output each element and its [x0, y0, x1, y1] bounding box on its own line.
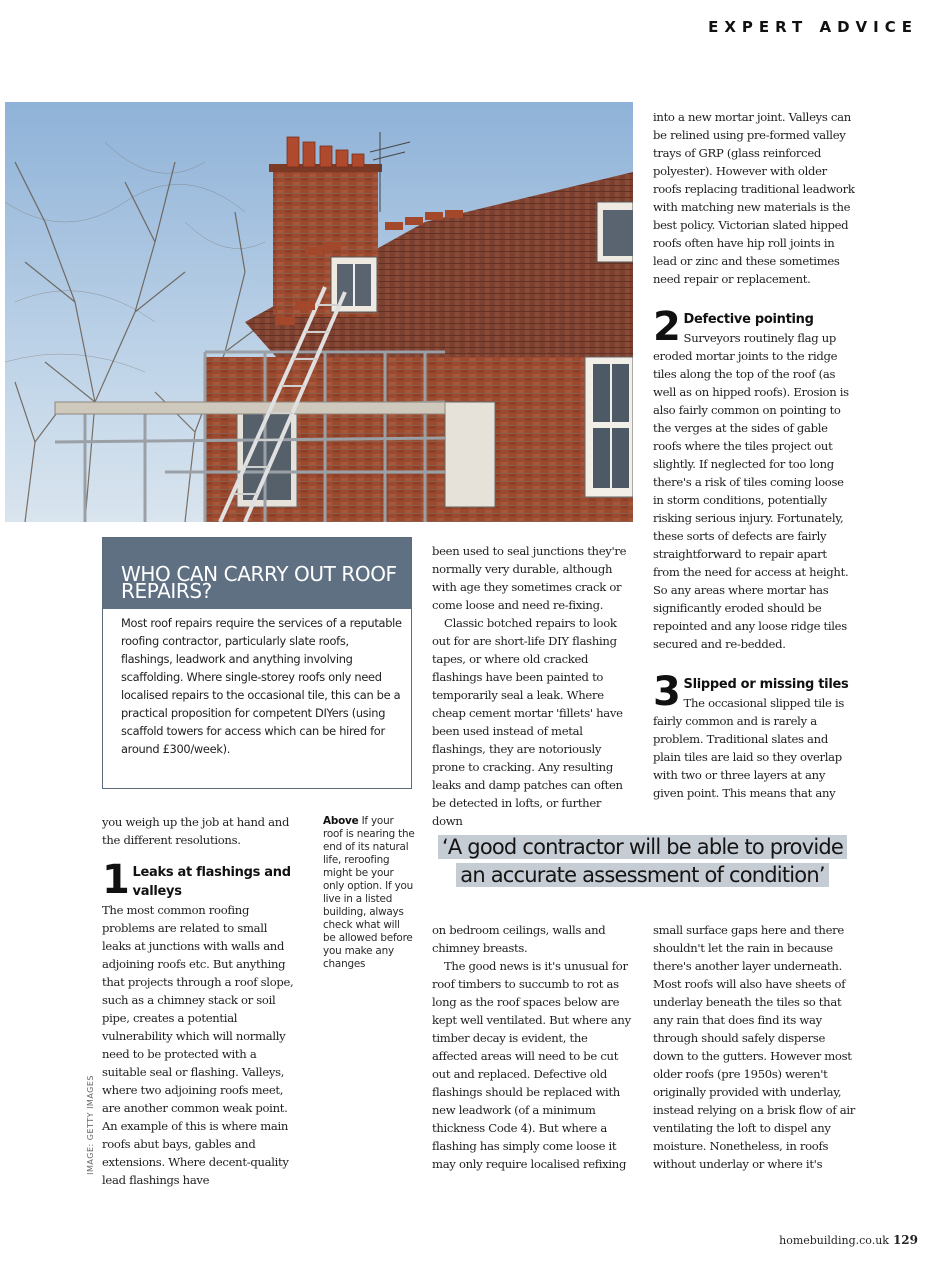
pull-quote	[435, 833, 850, 889]
section-3-number: 3	[653, 669, 681, 715]
info-box-body: Most roof repairs require the services of a reputable roofing contractor, particularly slate roofs, flashings, leadwork and anything involving scaffolding. Where single-storey roofs only need localised repairs to the occasional tile, this can be a practical proposition for competent DIYers (using scaffold towers for access which can be hired for around £300/week).	[121, 616, 402, 756]
section-1-number: 1	[102, 857, 130, 903]
page-number: 129	[892, 1233, 918, 1247]
col3-paragraph-after: small surface gaps here and there shouldn't let the rain in because there's another layer underneath. Most roofs will also have sheets of underlay beneath the tiles so that any rain that does find its way through should safely disperse down to the gutters. However most older roofs (pre 1950s) weren't originally provided with underlay, instead relying on a brisk flow of air ventilating the loft to dispel any moisture. Nonetheless, in roofs without underlay or where it's	[653, 923, 855, 1171]
photo-caption	[323, 815, 415, 971]
section-2-text: Surveyors routinely flag up eroded mortar joints to the ridge tiles along the top of the roof (as well as on hipped roofs). Erosion is also fairly common on pointing to the verges at the sides of gable roofs where the tiles project out slightly. If neglected for too long there's a risk of tiles coming loose in storm conditions, potentially risking serious injury. Fortunately, these sorts of defects are fairly straightforward to repair apart from the need for access at height. So any areas where mortar has significantly eroded should be repointed and any loose ridge tiles secured and re-bedded.	[653, 331, 849, 651]
column-3-bottom	[653, 921, 855, 1173]
col1-lead: you weigh up the job at hand and the different resolutions.	[102, 815, 290, 847]
col2-paragraph-1: been used to seal junctions they're normally very durable, although with age they sometimes crack or come loose and need re-fixing.	[432, 544, 627, 612]
section-1-heading	[102, 857, 298, 903]
info-box	[102, 537, 412, 789]
section-2-heading	[653, 304, 855, 653]
col2-paragraph-3: on bedroom ceilings, walls and chimney breasts.	[432, 923, 606, 955]
caption-label: Above	[323, 815, 359, 827]
pull-quote-line-2: an accurate assessment of condition’	[456, 863, 829, 887]
col3-paragraph-1: into a new mortar joint. Valleys can be relined using pre-formed valley trays of GRP (glass reinforced polyester). However with older roofs replacing traditional leadwork with matching new materials is the best policy. Victorian slated hipped roofs often have hip roll joints in lead or zinc and these sometimes need repair or replacement.	[653, 110, 855, 286]
footer-site: homebuilding.co.uk	[779, 1234, 889, 1247]
roof-repair-photo	[5, 102, 633, 522]
section-3-text: The occasional slipped tile is fairly common and is rarely a problem. Traditional slates and plain tiles are laid so they overlap with two or three layers at any given point. This means that any	[653, 696, 845, 800]
column-3-top	[653, 108, 855, 802]
column-2-top	[432, 542, 632, 830]
info-box-title: WHO CAN CARRY OUT ROOF REPAIRS?	[121, 562, 397, 603]
section-2-title: Defective pointing	[683, 312, 814, 327]
section-1-text: The most common roofing problems are related to small leaks at junctions with walls and adjoining roofs etc. But anything that projects through a roof slope, such as a chimney stack or soil pipe, creates a potential vulnerability which will normally need to be protected with a suitable seal or flashing. Valleys, where two adjoining roofs meet, are another common weak point. An example of this is where main roofs abut bays, gables and extensions. Where decent-quality lead flashings have	[102, 903, 294, 1187]
section-3-title: Slipped or missing tiles	[683, 677, 849, 692]
section-3-heading	[653, 669, 855, 802]
section-header: EXPERT ADVICE	[708, 18, 918, 36]
section-2-number: 2	[653, 304, 681, 350]
info-box-header	[103, 538, 411, 609]
column-2-bottom	[432, 921, 632, 1173]
page-footer	[779, 1233, 918, 1247]
section-1-title: Leaks at flashings and valleys	[132, 865, 291, 899]
column-1	[102, 813, 298, 1189]
col2-paragraph-2: Classic botched repairs to look out for are short-life DIY flashing tapes, or where old cracked flashings have been painted to temporarily seal a leak. Where cheap cement mortar 'fillets' have been used instead of metal flashings, they are notoriously prone to cracking. Any resulting leaks and damp patches can often be detected in lofts, or further down	[432, 616, 623, 828]
col2-paragraph-4: The good news is it's unusual for roof timbers to succumb to rot as long as the roof spaces below are kept well ventilated. But where any timber decay is evident, the affected areas will need to be cut out and replaced. Defective old flashings should be replaced with new leadwork (of a minimum thickness Code 4). But where a flashing has simply come loose it may only require localised refixing	[432, 959, 631, 1171]
caption-text: If your roof is nearing the end of its natural life, reroofing might be your only option. If you live in a listed building, always check what will be allowed before you make any changes	[323, 815, 415, 970]
image-credit: IMAGE: GETTY IMAGES	[86, 1075, 95, 1175]
pull-quote-line-1: ‘A good contractor will be able to provide	[438, 835, 847, 859]
